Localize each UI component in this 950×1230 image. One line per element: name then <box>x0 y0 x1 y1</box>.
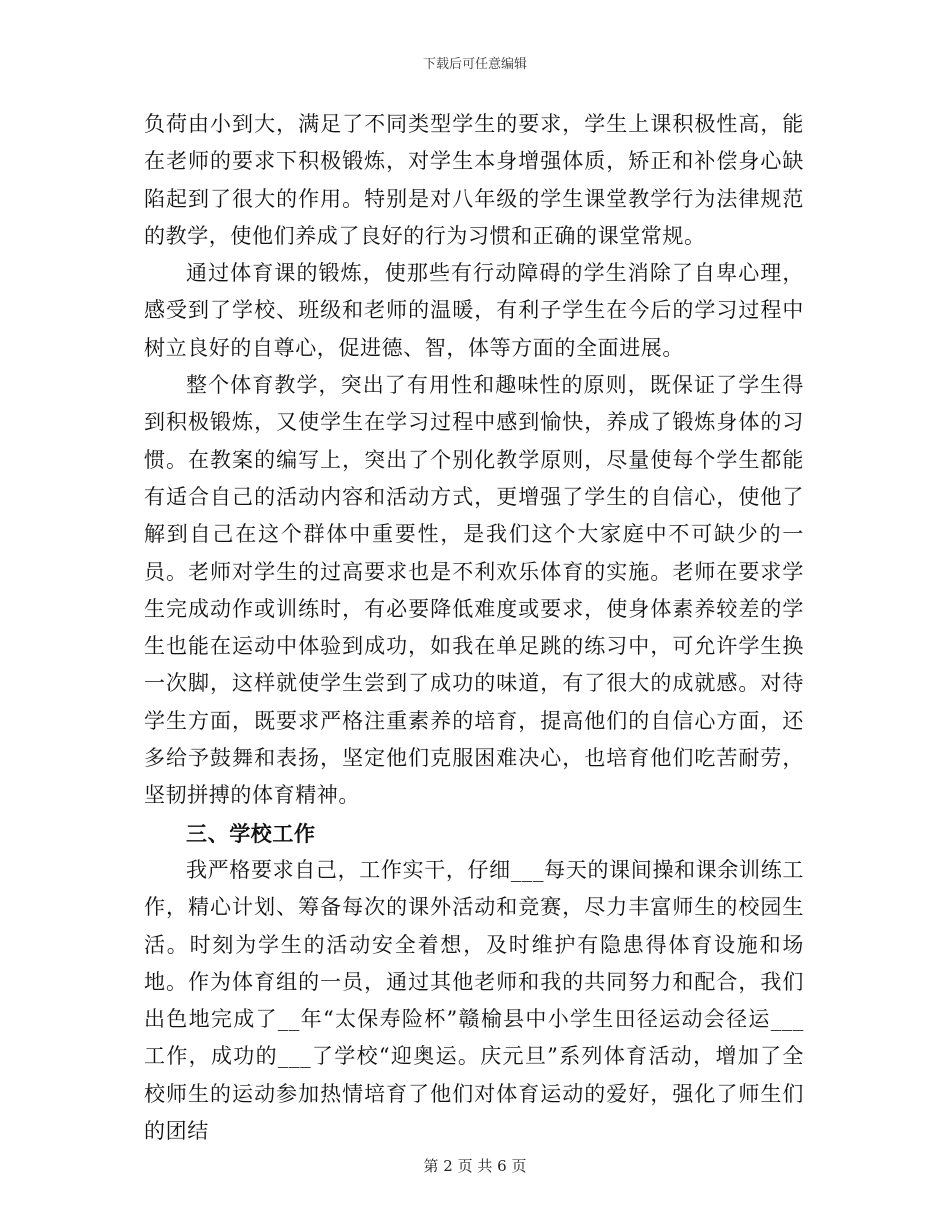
page-number-footer: 第 2 页 共 6 页 <box>423 1157 527 1175</box>
paragraph-school-work: 我严格要求自己，工作实干，仔细___每天的课间操和课余训练工作，精心计划、筹备每次的课外活动和竞赛，尽力丰富师生的校园生活。时刻为学生的活动安全着想，及时维护有隐患得体育设施和场地。作为体育组的一员，通过其他老师和我的共同努力和配合，我们出色地完成了__年“太保寿险杯”赣榆县中小学生田径运动会径运___工作，成功的___了学校“迎奥运。庆元旦”系列体育活动，增加了全校师生的运动参加热情培育了他们对体育运动的爱好，强化了师生们的团结 <box>144 857 804 1144</box>
paragraph-continuation: 负荷由小到大，满足了不同类型学生的要求，学生上课积极性高，能在老师的要求下积极锻炼，对学生本身增强体质，矫正和补偿身心缺陷起到了很大的作用。特别是对八年级的学生课堂教学行为法律规范的教学，使他们养成了良好的行为习惯和正确的课堂常规。 <box>144 112 804 248</box>
paragraph-teaching-principles: 整个体育教学，突出了有用性和趣味性的原则，既保证了学生得到积极锻炼，又使学生在学习过程中感到愉快，养成了锻炼身体的习惯。在教案的编写上，突出了个别化教学原则，尽量使每个学生都能有适合自己的活动内容和活动方式，更增强了学生的自信心，使他了解到自己在这个群体中重要性，是我们这个大家庭中不可缺少的一员。老师对学生的过高要求也是不利欢乐体育的实施。老师在要求学生完成动作或训练时，有必要降低难度或要求，使身体素养较差的学生也能在运动中体验到成功，如我在单足跳的练习中，可允许学生换一次脚，这样就使学生尝到了成功的味道，有了很大的成就感。对待学生方面，既要求严格注重素养的培育，提高他们的自信心方面，还多给予鼓舞和表扬，坚定他们克服困难决心，也培育他们吃苦耐劳，坚韧拼搏的体育精神。 <box>144 373 804 808</box>
document-body <box>144 106 804 1150</box>
page-header-note: 下载后可任意编辑 <box>422 57 527 72</box>
section-heading-school-work: 三、学校工作 <box>186 820 316 846</box>
paragraph-pe-benefits: 通过体育课的锻炼，使那些有行动障碍的学生消除了自卑心理，感受到了学校、班级和老师的温暖，有利子学生在今后的学习过程中树立良好的自尊心，促进德、智，体等方面的全面进展。 <box>144 261 804 360</box>
